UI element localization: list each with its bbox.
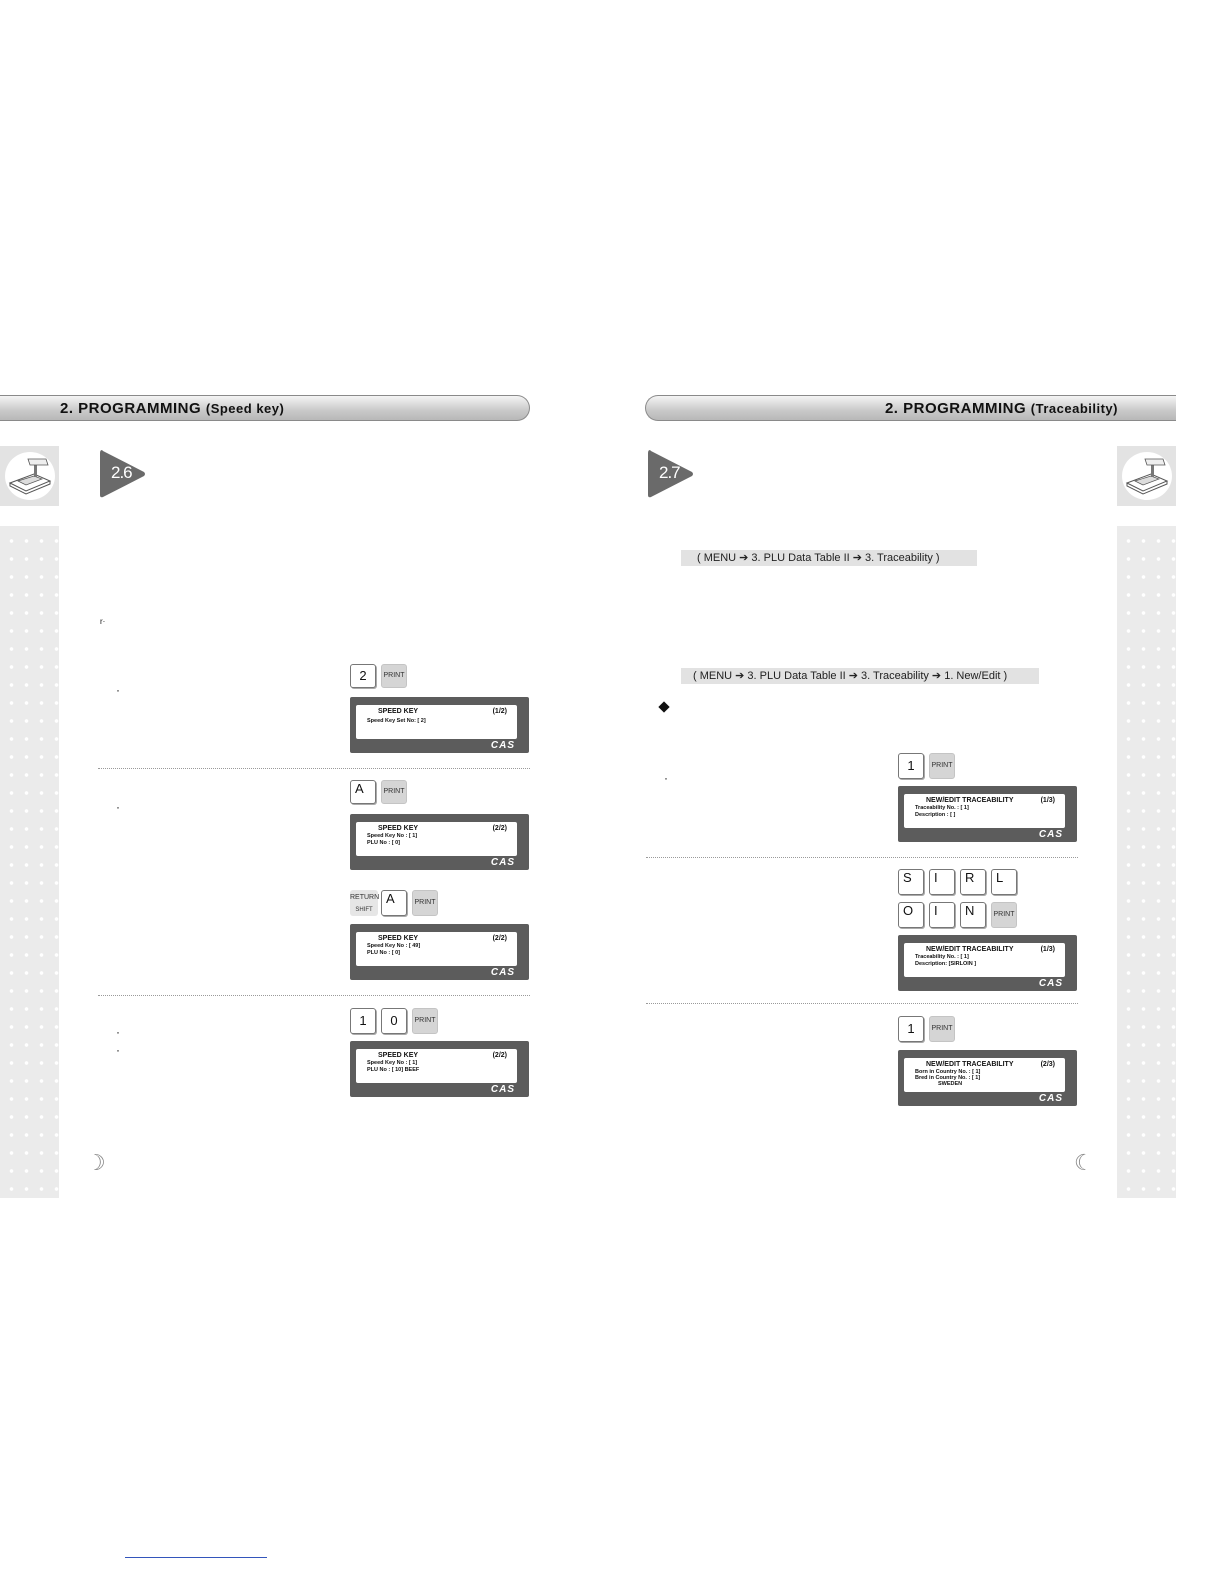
lcd-display — [350, 1041, 529, 1097]
lcd-title: NEW/EDIT TRACEABILITY — [926, 946, 1014, 953]
bullet: · — [116, 683, 120, 697]
return-shift-key[interactable] — [350, 890, 378, 916]
bullet: · — [116, 800, 120, 814]
menu-path-new-edit: ( MENU ➔ 3. PLU Data Table II ➔ 3. Traceability ➔ 1. New/Edit ) — [681, 668, 1039, 684]
lcd-line: Speed Key No : [ 1] — [367, 833, 418, 839]
cas-logo: CAS — [490, 967, 515, 978]
lcd-screen — [356, 932, 517, 966]
key-o[interactable]: O — [898, 902, 924, 928]
print-key[interactable]: PRINT — [991, 902, 1017, 928]
lcd-page: (2/2) — [492, 935, 507, 942]
print-key[interactable]: PRINT — [929, 1016, 955, 1042]
lcd-screen — [356, 705, 517, 739]
divider — [98, 995, 530, 996]
lcd-line: Speed Key No : [ 49] — [367, 943, 421, 949]
lcd-screen — [904, 794, 1065, 828]
cas-logo: CAS — [1038, 1093, 1063, 1104]
print-key[interactable]: PRINT — [381, 780, 407, 804]
left-dotted-strip — [0, 526, 59, 1198]
lcd-page: (2/3) — [1040, 1061, 1055, 1068]
lcd-title: SPEED KEY — [378, 1052, 419, 1059]
lcd-line: Description: [SIRLOIN ] — [915, 961, 977, 967]
lcd-line: Traceability No. : [ 1] — [915, 954, 969, 960]
bullet: · — [116, 1043, 120, 1057]
lcd-title: NEW/EDIT TRACEABILITY — [926, 797, 1014, 804]
key-r[interactable]: R — [960, 869, 986, 895]
lcd-screen — [904, 1058, 1065, 1092]
bullet: · — [664, 771, 668, 785]
lcd-line: Speed Key No : [ 1] — [367, 1060, 418, 1066]
right-section-badge — [646, 448, 696, 500]
right-page-number-mark: ☾ — [1074, 1150, 1094, 1175]
print-key[interactable]: PRINT — [381, 664, 407, 688]
shift-label: SHIFT — [355, 907, 373, 913]
key-1[interactable]: 1 — [350, 1008, 376, 1034]
lcd-page: (1/3) — [1040, 946, 1055, 953]
scale-icon — [4, 451, 56, 501]
bullet: · — [116, 1025, 120, 1039]
lcd-display — [350, 697, 529, 753]
cas-logo: CAS — [490, 1084, 515, 1095]
lcd-line: Born in Country No. : [ 1] — [915, 1069, 981, 1075]
right-header-title-text: 2. PROGRAMMING — [884, 400, 1027, 417]
lcd-title: SPEED KEY — [378, 825, 419, 832]
key-i[interactable]: I — [929, 902, 955, 928]
right-header-title — [885, 400, 1118, 417]
key-0[interactable]: 0 — [381, 1008, 407, 1034]
right-header-bar — [645, 395, 1176, 421]
right-dotted-strip — [1117, 526, 1176, 1198]
cas-logo: CAS — [490, 740, 515, 751]
left-header-subtitle: (Speed key) — [205, 401, 285, 416]
lcd-display — [350, 924, 529, 980]
lcd-title: SPEED KEY — [378, 708, 419, 715]
lcd-page: (2/2) — [492, 825, 507, 832]
divider — [646, 857, 1078, 858]
diamond-bullet-icon — [658, 701, 669, 712]
lcd-display — [350, 814, 529, 870]
lcd-display — [898, 935, 1077, 991]
menu-path-traceability: ( MENU ➔ 3. PLU Data Table II ➔ 3. Traceability ) — [681, 550, 977, 566]
lcd-line: PLU No : [ 10] BEEF — [367, 1067, 420, 1073]
key-1[interactable]: 1 — [898, 753, 924, 779]
print-key[interactable]: PRINT — [412, 890, 438, 916]
lcd-screen — [356, 1049, 517, 1083]
left-page-number-mark: ☽ — [86, 1150, 106, 1175]
scale-icon — [1121, 451, 1173, 501]
divider — [646, 1003, 1078, 1004]
key-2[interactable]: 2 — [350, 664, 376, 688]
cas-logo: CAS — [1038, 829, 1063, 840]
lcd-line: Speed Key Set No: [ 2] — [367, 718, 426, 724]
lcd-line: PLU No : [ 0] — [367, 840, 400, 846]
divider — [98, 768, 530, 769]
key-l[interactable]: L — [991, 869, 1017, 895]
cas-logo: CAS — [490, 857, 515, 868]
small-mark: r· — [100, 617, 106, 626]
left-scale-icon-box — [0, 446, 59, 506]
key-a[interactable]: A — [381, 890, 407, 916]
left-section-number: 2.6 — [111, 463, 132, 482]
lcd-screen — [904, 943, 1065, 977]
lcd-page: (1/2) — [492, 708, 507, 715]
print-key[interactable]: PRINT — [929, 753, 955, 779]
lcd-page: (1/3) — [1040, 797, 1055, 804]
link-underline — [125, 1557, 267, 1558]
lcd-screen — [356, 822, 517, 856]
lcd-display — [898, 786, 1077, 842]
left-header-title — [60, 400, 284, 417]
print-key[interactable]: PRINT — [412, 1008, 438, 1034]
right-header-subtitle: (Traceability) — [1030, 401, 1118, 416]
cas-logo: CAS — [1038, 978, 1063, 989]
left-section-badge — [98, 448, 148, 500]
key-a[interactable]: A — [350, 780, 376, 804]
right-section-number: 2.7 — [659, 463, 680, 482]
key-s[interactable]: S — [898, 869, 924, 895]
lcd-line: Description : [ ] — [915, 812, 956, 818]
lcd-line: Traceability No. : [ 1] — [915, 805, 969, 811]
left-header-bar — [0, 395, 530, 421]
lcd-line: PLU No : [ 0] — [367, 950, 400, 956]
lcd-display — [898, 1050, 1077, 1106]
key-n[interactable]: N — [960, 902, 986, 928]
return-label: RETURN — [350, 894, 380, 901]
right-scale-icon-box — [1117, 446, 1176, 506]
lcd-title: SPEED KEY — [378, 935, 419, 942]
lcd-line: SWEDEN — [938, 1081, 963, 1087]
left-header-title-text: 2. PROGRAMMING — [60, 400, 202, 417]
key-i[interactable]: I — [929, 869, 955, 895]
lcd-page: (2/2) — [492, 1052, 507, 1059]
lcd-line: Bred in Country No. : [ 1] — [915, 1075, 981, 1081]
lcd-title: NEW/EDIT TRACEABILITY — [926, 1061, 1014, 1068]
key-1[interactable]: 1 — [898, 1016, 924, 1042]
